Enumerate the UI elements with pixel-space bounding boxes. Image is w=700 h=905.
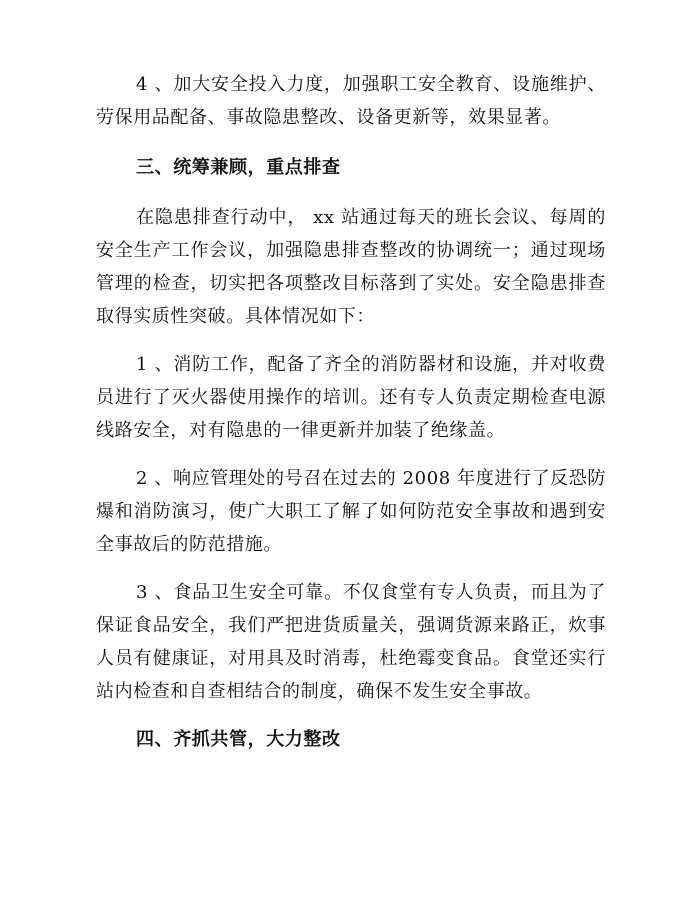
document-page bbox=[96, 68, 606, 756]
section-heading-three: 三、统筹兼顾，重点排查 bbox=[136, 157, 341, 178]
paragraph-inspection-intro: 在隐患排查行动中， xx 站通过每天的班长会议、每周的安全生产工作会议，加强隐患排查整改的协调统一；通过现场管理的检查，切实把各项整改目标落到了实处。安全隐患排查取得实质性突破。具体情况如下： bbox=[96, 207, 606, 327]
paragraph-item-2-drill: 2 、响应管理处的号召在过去的 2008 年度进行了反恐防爆和消防演习，使广大职工了解了如何防范安全事故和遇到安全事故后的防范措施。 bbox=[96, 468, 606, 555]
paragraph-item-3-food: 3 、食品卫生安全可靠。不仅食堂有专人负责，而且为了保证食品安全，我们严把进货质量关，强调货源来路正，炊事人员有健康证，对用具及时消毒，杜绝霉变食品。食堂还实行站内检查和自查相结合的制度，确保不发生安全事故。 bbox=[96, 582, 606, 702]
paragraph-item-4: 4 、加大安全投入力度，加强职工安全教育、设施维护、劳保用品配备、事故隐患整改、设备更新等，效果显著。 bbox=[96, 74, 606, 128]
section-heading-four: 四、齐抓共管，大力整改 bbox=[136, 729, 341, 750]
paragraph-item-1-fire: 1 、消防工作，配备了齐全的消防器材和设施，并对收费员进行了灭火器使用操作的培训。还有专人负责定期检查电源线路安全，对有隐患的一律更新并加装了绝缘盖。 bbox=[96, 354, 606, 441]
